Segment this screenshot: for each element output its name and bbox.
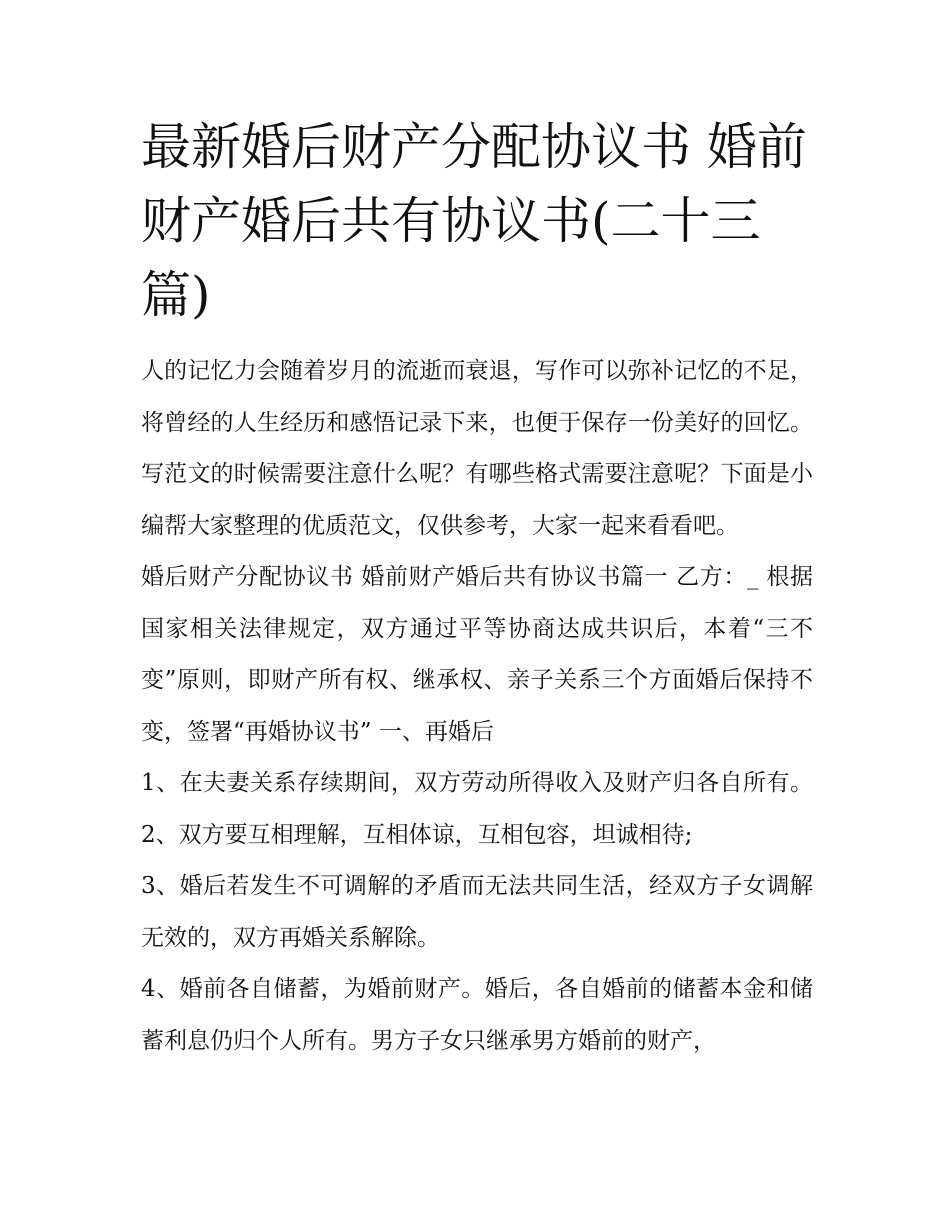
paragraph-agreement-header: 婚后财产分配协议书 婚前财产婚后共有协议书篇一 乙方：_ 根据国家相关法律规定，双方通过平等协商达成共识后，本着“三不变”原则，即财产所有权、继承权、亲子关系三个方面婚后保持不变，签署“再婚协议书” 一、再婚后: [141, 564, 813, 745]
document-page: [141, 110, 813, 1067]
paragraph-intro: 人的记忆力会随着岁月的流逝而衰退，写作可以弥补记忆的不足，将曾经的人生经历和感悟记录下来，也便于保存一份美好的回忆。写范文的时候需要注意什么呢？有哪些格式需要注意呢？下面是小编帮大家整理的优质范文，仅供参考，大家一起来看看吧。: [141, 358, 813, 539]
paragraph-clause-3: 3、婚后若发生不可调解的矛盾而无法共同生活，经双方子女调解无效的，双方再婚关系解除。: [141, 873, 813, 951]
paragraph-clause-1-2: 1、在夫妻关系存续期间，双方劳动所得收入及财产归各自所有。 2、双方要互相理解，互相体谅，互相包容，坦诚相待;: [141, 770, 813, 848]
paragraph-clause-4: 4、婚前各自储蓄，为婚前财产。婚后，各自婚前的储蓄本金和储蓄利息仍归个人所有。男方子女只继承男方婚前的财产，: [141, 976, 813, 1054]
document-title: 最新婚后财产分配协议书 婚前财产婚后共有协议书(二十三篇): [141, 118, 807, 324]
